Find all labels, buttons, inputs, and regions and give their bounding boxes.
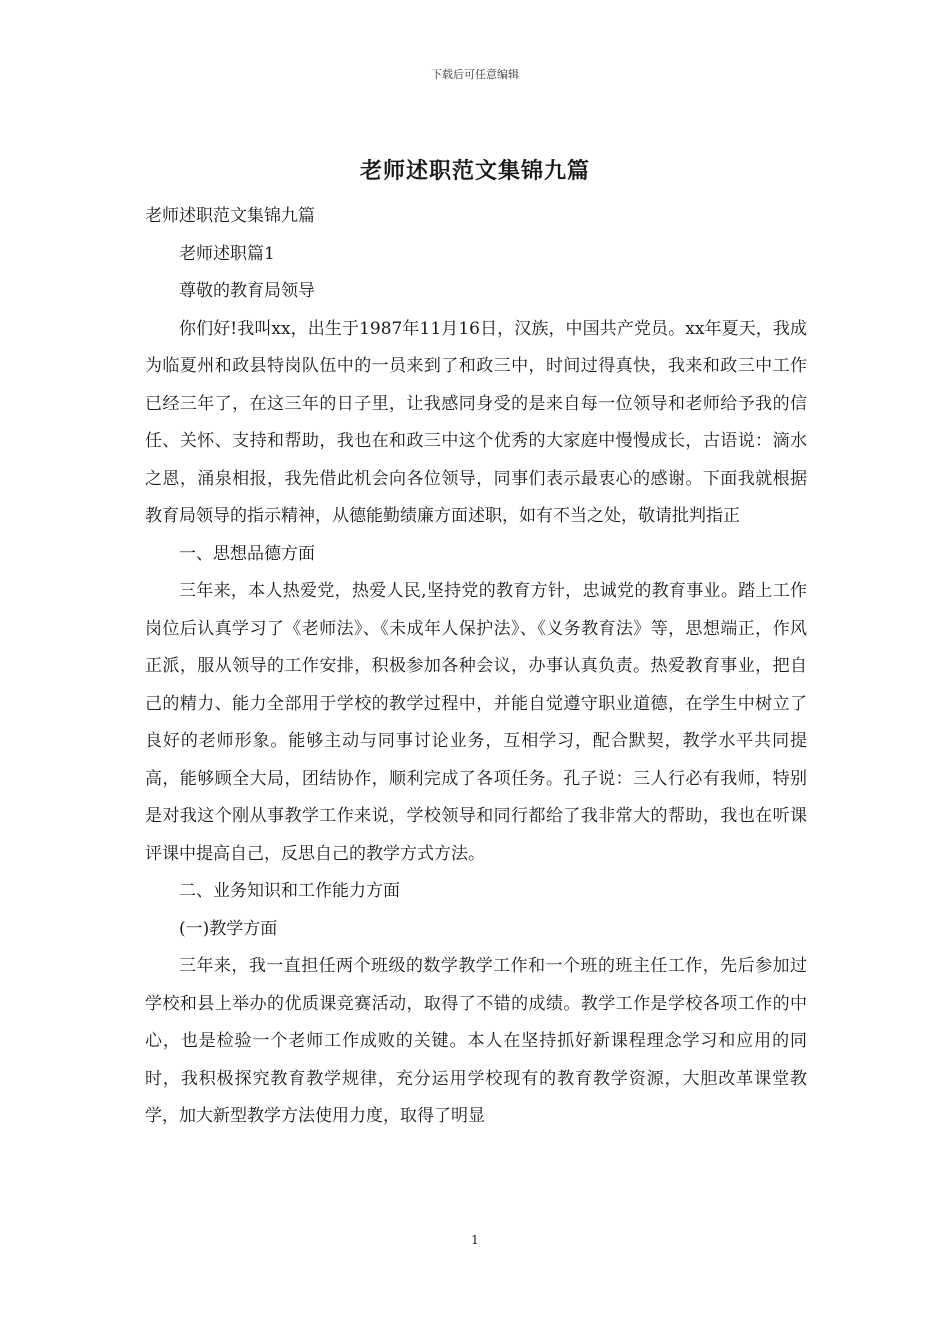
page-number: 1 <box>471 1233 479 1247</box>
document-body <box>145 198 807 1136</box>
paragraph: 老师述职范文集锦九篇 <box>145 206 315 226</box>
header-note: 下载后可任意编辑 <box>431 68 519 81</box>
paragraph: 三年来，本人热爱党，热爱人民,坚持党的教育方针，忠诚党的教育事业。踏上工作岗位后认真学习了《老师法》、《未成年人保护法》、《义务教育法》等，思想端正，作风正派，服从领导的工作安排，积极参加各种会议，办事认真负责。热爱教育事业，把自己的精力、能力全部用于学校的教学过程中，并能自觉遵守职业道德，在学生中树立了良好的老师形象。能够主动与同事讨论业务，互相学习，配合默契，教学水平共同提高，能够顾全大局，团结协作，顺利完成了各项任务。孔子说：三人行必有我师，特别是对我这个刚从事教学工作来说，学校领导和同行都给了我非常大的帮助，我也在听课评课中提高自己，反思自己的教学方式方法。 <box>145 581 807 864</box>
section-heading: 一、思想品德方面 <box>179 543 315 564</box>
paragraph: 尊敬的教育局领导 <box>179 281 315 301</box>
document-title: 老师述职范文集锦九篇 <box>359 158 590 184</box>
paragraph: 老师述职篇1 <box>179 243 275 264</box>
section-heading: 二、业务知识和工作能力方面 <box>179 881 400 901</box>
paragraph: 你们好!我叫xx，出生于1987年11月16日，汉族，中国共产党员。xx年夏天，我成为临夏州和政县特岗队伍中的一员来到了和政三中，时间过得真快，我来和政三中工作已经三年了，在这三年的日子里，让我感同身受的是来自每一位领导和老师给予我的信任、关怀、支持和帮助，我也在和政三中这个优秀的大家庭中慢慢成长，古语说：滴水之恩，涌泉相报，我先借此机会向各位领导，同事们表示最衷心的感谢。下面我就根据教育局领导的指示精神，从德能勤绩廉方面述职，如有不当之处，敬请批判指正 <box>145 318 807 526</box>
paragraph: 三年来，我一直担任两个班级的数学教学工作和一个班的班主任工作，先后参加过学校和县上举办的优质课竞赛活动，取得了不错的成绩。教学工作是学校各项工作的中心，也是检验一个老师工作成败的关键。本人在坚持抓好新课程理念学习和应用的同时，我积极探究教育教学规律，充分运用学校现有的教育教学资源，大胆改革课堂教学，加大新型教学方法使用力度，取得了明显 <box>145 956 807 1126</box>
subsection-heading: (一)教学方面 <box>179 918 278 939</box>
